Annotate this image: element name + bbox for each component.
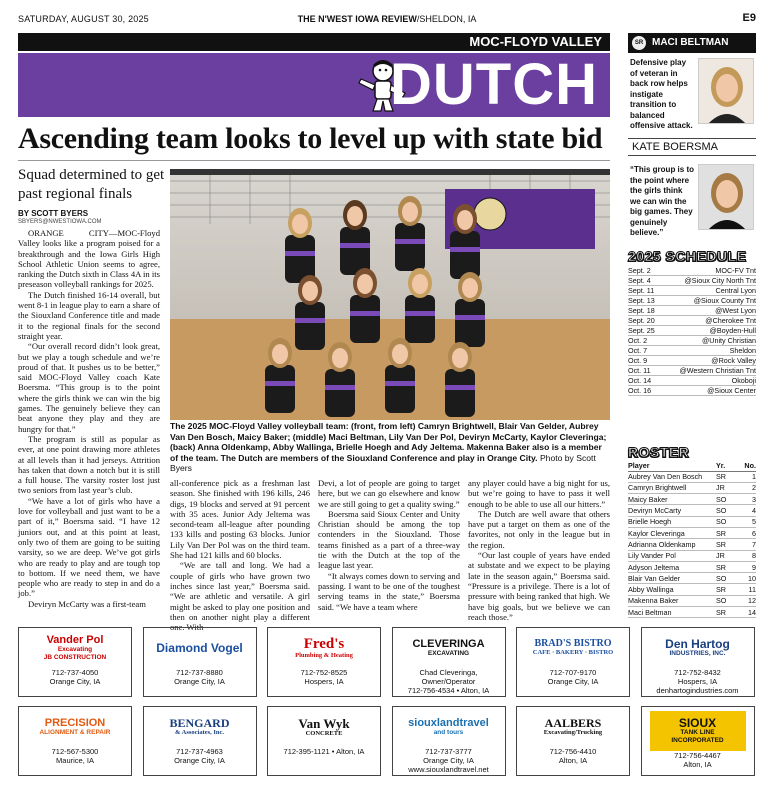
masthead [18,14,756,24]
sponsor-info: 712-756-4410 [549,747,597,756]
sponsor-logo [517,707,629,747]
schedule-row [628,366,756,376]
sponsor-info: Alton, IA [683,760,712,769]
game-date: Sept. 2 [628,266,661,276]
paragraph: The program is still as popular as ever, at one point drawing more athletes at all levels than it had jerseys. Attrition has taken that down a notch but it is still a full house. The varsity roster lost just two seniors from last year’s club. [18,433,160,496]
sponsor-info: denhartogindustries.com [656,686,739,695]
sponsor-sub: & Associates, Inc. [174,729,225,736]
schedule-row [628,296,756,306]
player-figure [325,342,355,417]
roster-row [628,561,756,572]
player-figure [340,200,370,275]
sponsor-sub: ALIGNMENT & REPAIR [39,728,111,736]
sponsor-ad[interactable] [641,627,755,697]
section-label: MOC-FLOYD VALLEY [18,33,610,51]
article-column-1 [18,228,160,609]
page-number: E9 [742,12,756,24]
player-name: Adyson Jeltema [628,561,716,572]
sponsor-name: Fred's [303,635,345,652]
paragraph: Boersma said Sioux Center and Unity Christian should be among the top contenders in the Siouxland. Those teams finished as a part of a three-way tie with the Dutch at the top of the league last year. [318,508,460,571]
sponsor-info: 712-737-8880 [176,668,223,677]
player-name: Makenna Baker [628,595,716,606]
player-number: 7 [738,539,756,550]
sponsor-info: Hospers, IA [304,677,344,686]
sponsor-ad[interactable] [143,627,257,697]
game-date: Sept. 13 [628,296,661,306]
sponsor-name: Vander Pol [46,633,104,646]
player-number: 11 [738,584,756,595]
sponsor-ad[interactable] [516,627,630,697]
sponsor-name: AALBERS [544,716,602,730]
paragraph: “Our last couple of years have ended at substate and we expect to be playing late in the season again,” Boersma said. “Pressure is a privilege. There is a lot of pressure with being ranked that high. We have big goals, but we believe we can reach those.” [468,550,610,622]
photo-caption [170,421,610,474]
sponsor-info: Owner/Operator [421,677,476,686]
opponent: Sheldon [661,346,756,356]
player-year: SO [716,516,738,527]
player-number: 10 [738,573,756,584]
sponsor-sub: CAFE · BAKERY · BISTRO [532,649,614,656]
player-number: 14 [738,607,756,618]
game-date: Sept. 25 [628,326,661,336]
sponsor-info: 712-756-4534 • Alton, IA [407,686,490,695]
roster-row [628,516,756,527]
sponsor-ad[interactable] [267,627,381,697]
sponsor-info: 712-707-9170 [549,668,597,677]
player-figure [455,272,485,347]
sponsor-logo [268,707,380,747]
player-year: SR [716,471,738,482]
roster-table [628,460,756,618]
opponent: MOC-FV Tnt [661,266,756,276]
game-date: Sept. 20 [628,316,661,326]
author-email: SBYERS@NWESTIOWA.COM [18,219,102,225]
player-name: Camryn Brightwell [628,482,716,493]
sponsor-info: 712-737-3777 [425,747,472,756]
roster-header: Player [628,460,716,471]
player-number: 3 [738,494,756,505]
schedule-row [628,276,756,286]
schedule-row [628,316,756,326]
schedule-row [628,376,756,386]
sponsor-sub: TANK LINE [680,729,715,736]
player-spotlight-header [628,33,756,53]
class-badge: SR [632,36,646,50]
player-name: Brielle Hoegh [628,516,716,527]
roster-header: Yr. [716,460,738,471]
player-headshot [698,58,754,124]
player-figure [395,196,425,271]
player-year: SR [716,527,738,538]
sponsor-ad[interactable] [392,706,506,776]
schedule-row [628,286,756,296]
player-year: SR [716,584,738,595]
game-date: Oct. 14 [628,376,661,386]
roster-row [628,482,756,493]
player-number: 12 [738,595,756,606]
roster-header: No. [738,460,756,471]
sponsor-sub: and tours [433,728,464,736]
game-date: Oct. 7 [628,346,661,356]
sponsor-info: 712-567-5300 [51,747,99,756]
paragraph: “It always comes down to serving and passing. I want to be one of the toughest serving teams in the state,” Boersma said. “We have a team where [318,570,460,612]
sponsor-logo [517,628,629,668]
sponsor-name: Diamond Vogel [156,641,243,655]
player-name: Adrianna Oldenkamp [628,539,716,550]
paragraph: Deviryn McCarty was a first-team [28,598,146,609]
roster-row [628,595,756,606]
player-year: SO [716,573,738,584]
coach-headshot [698,164,754,230]
sponsor-logo [268,628,380,668]
sponsor-name: siouxlandtravel [408,716,489,729]
article-column-3 [318,478,460,612]
sponsor-info: Orange City, IA [49,677,101,686]
opponent: @Unity Christian [661,336,756,346]
roster-title: ROSTER [628,444,690,460]
roster-row [628,550,756,561]
sponsor-ad[interactable] [18,627,132,697]
paragraph: Devi, a lot of people are going to target here, but we can go elsewhere and know we are still going to get a quality swing.” [318,478,460,509]
paragraph: “We have a lot of girls who have a love for volleyball and just want to be a part of it,” Boersma said. “I have 12 juniors out, and at this point at least, only two of them are going to be suiting varsity, so we are deep. We’ve got girls who are ready to play and are tough top to bottom. If we need them, we have people who are ready to step in and do a job.” [18,495,160,599]
game-date: Oct. 11 [628,366,661,376]
player-figure [350,268,380,343]
opponent: @Western Christian Tnt [661,366,756,376]
sponsor-logo [650,711,746,751]
byline: BY SCOTT BYERS [18,209,89,218]
player-year: SR [716,607,738,618]
schedule-row [628,266,756,276]
sponsor-logo [144,707,256,747]
player-number: 9 [738,561,756,572]
sponsor-sub: Plumbing & Heating [295,651,353,659]
sponsor-info: 712-737-4963 [176,747,223,756]
player-name: Blair Van Gelder [628,573,716,584]
sponsor-name: Van Wyk [298,715,350,731]
sponsor-tag: INCORPORATED [671,737,724,744]
player-name: MACI BELTMAN [652,37,729,48]
sponsor-info: 712-737-4050 [51,668,99,677]
player-figure [450,204,480,279]
game-date: Sept. 11 [628,286,661,296]
roster-row [628,505,756,516]
coach-name: KATE BOERSMA [628,138,756,156]
schedule-row [628,356,756,366]
sponsor-name: PRECISION [44,716,106,729]
divider [18,160,610,161]
sponsor-logo [144,628,256,668]
opponent: Central Lyon [661,286,756,296]
article-column-4 [468,478,610,622]
game-date: Oct. 16 [628,386,661,396]
sponsor-info: www.siouxlandtravel.net [408,765,489,774]
player-year: JR [716,550,738,561]
player-year: SR [716,561,738,572]
opponent: @Sioux City North Tnt [661,276,756,286]
player-name: Kaylor Cleveringa [628,527,716,538]
paragraph: all-conference pick as a freshman last season. She finished with 196 kills, 246 digs, 19 blocks and served at 91 percent with 35 aces. Junior Ady Jeltema was second-team all-league after pounding 133 kills and posting 63 blocks. Junior Lily Van Der Pol was on the third team. She had 121 kills and 60 blocks. [170,478,310,561]
sponsor-info: Hospers, IA [677,677,718,686]
game-date: Oct. 2 [628,336,661,346]
sponsor-ad[interactable] [516,706,630,776]
player-number: 5 [738,516,756,527]
game-date: Oct. 9 [628,356,661,366]
sponsor-sub: CONCRETE [305,729,343,737]
sponsor-logo [642,628,754,668]
sponsor-ad[interactable] [267,706,381,776]
caption-text: The 2025 MOC-Floyd Valley volleyball team: (front, from left) Camryn Brightwell, Blair Van Gelder, Aubrey Van Den Bosch, Maicy Baker; (middle) Maci Beltman, Lily Van Der Pol, Deviryn McCarty, Kaylor Cleveringa; (back) Anna Oldenkamp, Abby Wallinga, Brielle Hoegh and Ady Jeltema. Makenna Baker also is a member of the team. The Dutch are members of the Siouxland Conference and play in Orange City. [170,421,607,463]
player-year: JR [716,482,738,493]
sponsor-info: 712-752-8432 [674,668,721,677]
player-number: 8 [738,550,756,561]
issue-date: SATURDAY, AUGUST 30, 2025 [18,14,149,24]
paragraph: The Dutch finished 16-14 overall, but went 8-1 in league play to earn a share of the Siouxland Conference title and made it to the regional finals for the second straight year. [18,289,160,341]
team-photo [170,169,610,420]
player-year: SO [716,494,738,505]
sponsor-info: Maurice, IA [56,756,94,765]
team-photo-image [170,169,610,420]
sponsor-ad[interactable] [143,706,257,776]
sponsor-sub: Excavating [57,645,93,653]
sponsor-info: Orange City, IA [174,756,225,765]
schedule-row [628,306,756,316]
coach-quote: “This group is to the point where the girls think we can win the big games. They genuinely believe.” [630,165,694,237]
roster-row [628,527,756,538]
opponent: @Rock Valley [661,356,756,366]
player-quote: Defensive play of veteran in back row helps instigate transition to balanced offensive attack. [630,58,693,130]
sponsor-name: SIOUX [678,716,717,730]
photo-credit: Photo by Scott Byers [170,452,596,473]
banner-title: DUTCH [390,52,598,117]
roster-row [628,471,756,482]
sponsor-logo [393,707,505,747]
player-name: Lily Vander Pol [628,550,716,561]
player-name: Aubrey Van Den Bosch [628,471,716,482]
sponsor-name: BENGARD [169,716,230,730]
sponsor-sub: EXCAVATING [427,649,470,657]
player-name: Abby Wallinga [628,584,716,595]
player-figure [385,338,415,413]
player-figure [265,338,295,413]
roster-row [628,494,756,505]
schedule-title: 2025 SCHEDULE [628,248,747,264]
sponsor-info: Orange City, IA [547,677,599,686]
schedule-row [628,346,756,356]
sponsor-info: 712-395-1121 • Alton, IA [283,747,365,756]
player-number: 6 [738,527,756,538]
player-figure [295,275,325,350]
sponsor-name: Den Hartog [665,637,730,651]
page-header [18,14,756,28]
paragraph: The Dutch are well aware that others have put a target on them as one of the favorites, not only in the league but in the region. [468,508,610,550]
team-banner [18,53,610,117]
roster-row [628,584,756,595]
player-year: SR [716,539,738,550]
sponsor-ad[interactable] [392,627,506,697]
player-year: SO [716,595,738,606]
roster-row [628,607,756,618]
opponent: @Boyden-Hull [661,326,756,336]
player-figure [285,208,315,283]
sponsor-info: 712-752-8525 [300,668,348,677]
game-date: Sept. 18 [628,306,661,316]
sponsor-logo [19,628,131,668]
sponsor-info: 712-756-4467 [674,751,721,760]
schedule-row [628,336,756,346]
opponent: @Cherokee Tnt [661,316,756,326]
player-name: Maicy Baker [628,494,716,505]
subheadline: Squad determined to get past regional finals [18,167,165,202]
sponsor-name: BRAD'S BISTRO [534,638,612,649]
game-date: Sept. 4 [628,276,661,286]
sponsor-ad[interactable] [641,706,755,776]
player-name: Maci Beltman [628,607,716,618]
sponsor-logo [393,628,505,668]
sponsor-info: Orange City, IA [174,677,225,686]
player-number: 1 [738,471,756,482]
sponsor-name: CLEVERINGA [412,637,485,650]
sponsor-info: Orange City, IA [423,756,474,765]
schedule-table [628,266,756,396]
opponent: Okoboji [661,376,756,386]
paragraph: “Our overall record didn’t look great, but we play a tough schedule and we’re proud of that. It pushes us to be better,” said MOC-Floyd Valley coach Kate Boersma. “This group is to the point where the girls think we can win the big games. The genuinely believe they can beat anyone they play and they are hungry for that.” [18,341,160,434]
sponsor-tag: JB CONSTRUCTION [43,653,107,661]
player-figure [405,268,435,343]
article-column-2 [170,478,310,632]
opponent: @West Lyon [661,306,756,316]
schedule-row [628,326,756,336]
player-figure [445,342,475,417]
player-number: 2 [738,482,756,493]
player-number: 4 [738,505,756,516]
paragraph: any player could have a big night for us, but we’re going to have to pass it well enough to be able to use all our hitters.” [468,478,610,509]
opponent: @Sioux County Tnt [661,296,756,306]
sponsor-info: Chad Cleveringa, [419,668,478,677]
player-name: Deviryn McCarty [628,505,716,516]
paper-place: /SHELDON, IA [416,14,477,24]
paper-name: THE N'WEST IOWA REVIEW [297,14,417,24]
roster-row [628,573,756,584]
sponsor-sub: INDUSTRIES, INC. [669,650,726,657]
sponsor-ad[interactable] [18,706,132,776]
paragraph: ORANGE CITY—MOC-Floyd Valley looks like a program poised for a breakthrough and the Iowa Girls High School Athletic Union seems to agree, ranking the Dutch sixth in Class 4A in its preseason volleyball rankings for 2025. [18,228,160,290]
roster-row [628,539,756,550]
headline: Ascending team looks to level up with state bid [18,122,603,155]
schedule-row [628,386,756,396]
sponsor-logo [19,707,131,747]
player-year: SO [716,505,738,516]
sponsor-info: Alton, IA [558,756,588,765]
paragraph: “We are tall and long. We had a couple of girls who have grown two inches since last year,” Boersma said. “We are athletic and versatile. A girl might be asked to play one position and then on another night play a different one. With [170,560,310,633]
sponsor-sub: Excavating/Trucking [543,729,603,736]
opponent: @Sioux Center [661,386,756,396]
